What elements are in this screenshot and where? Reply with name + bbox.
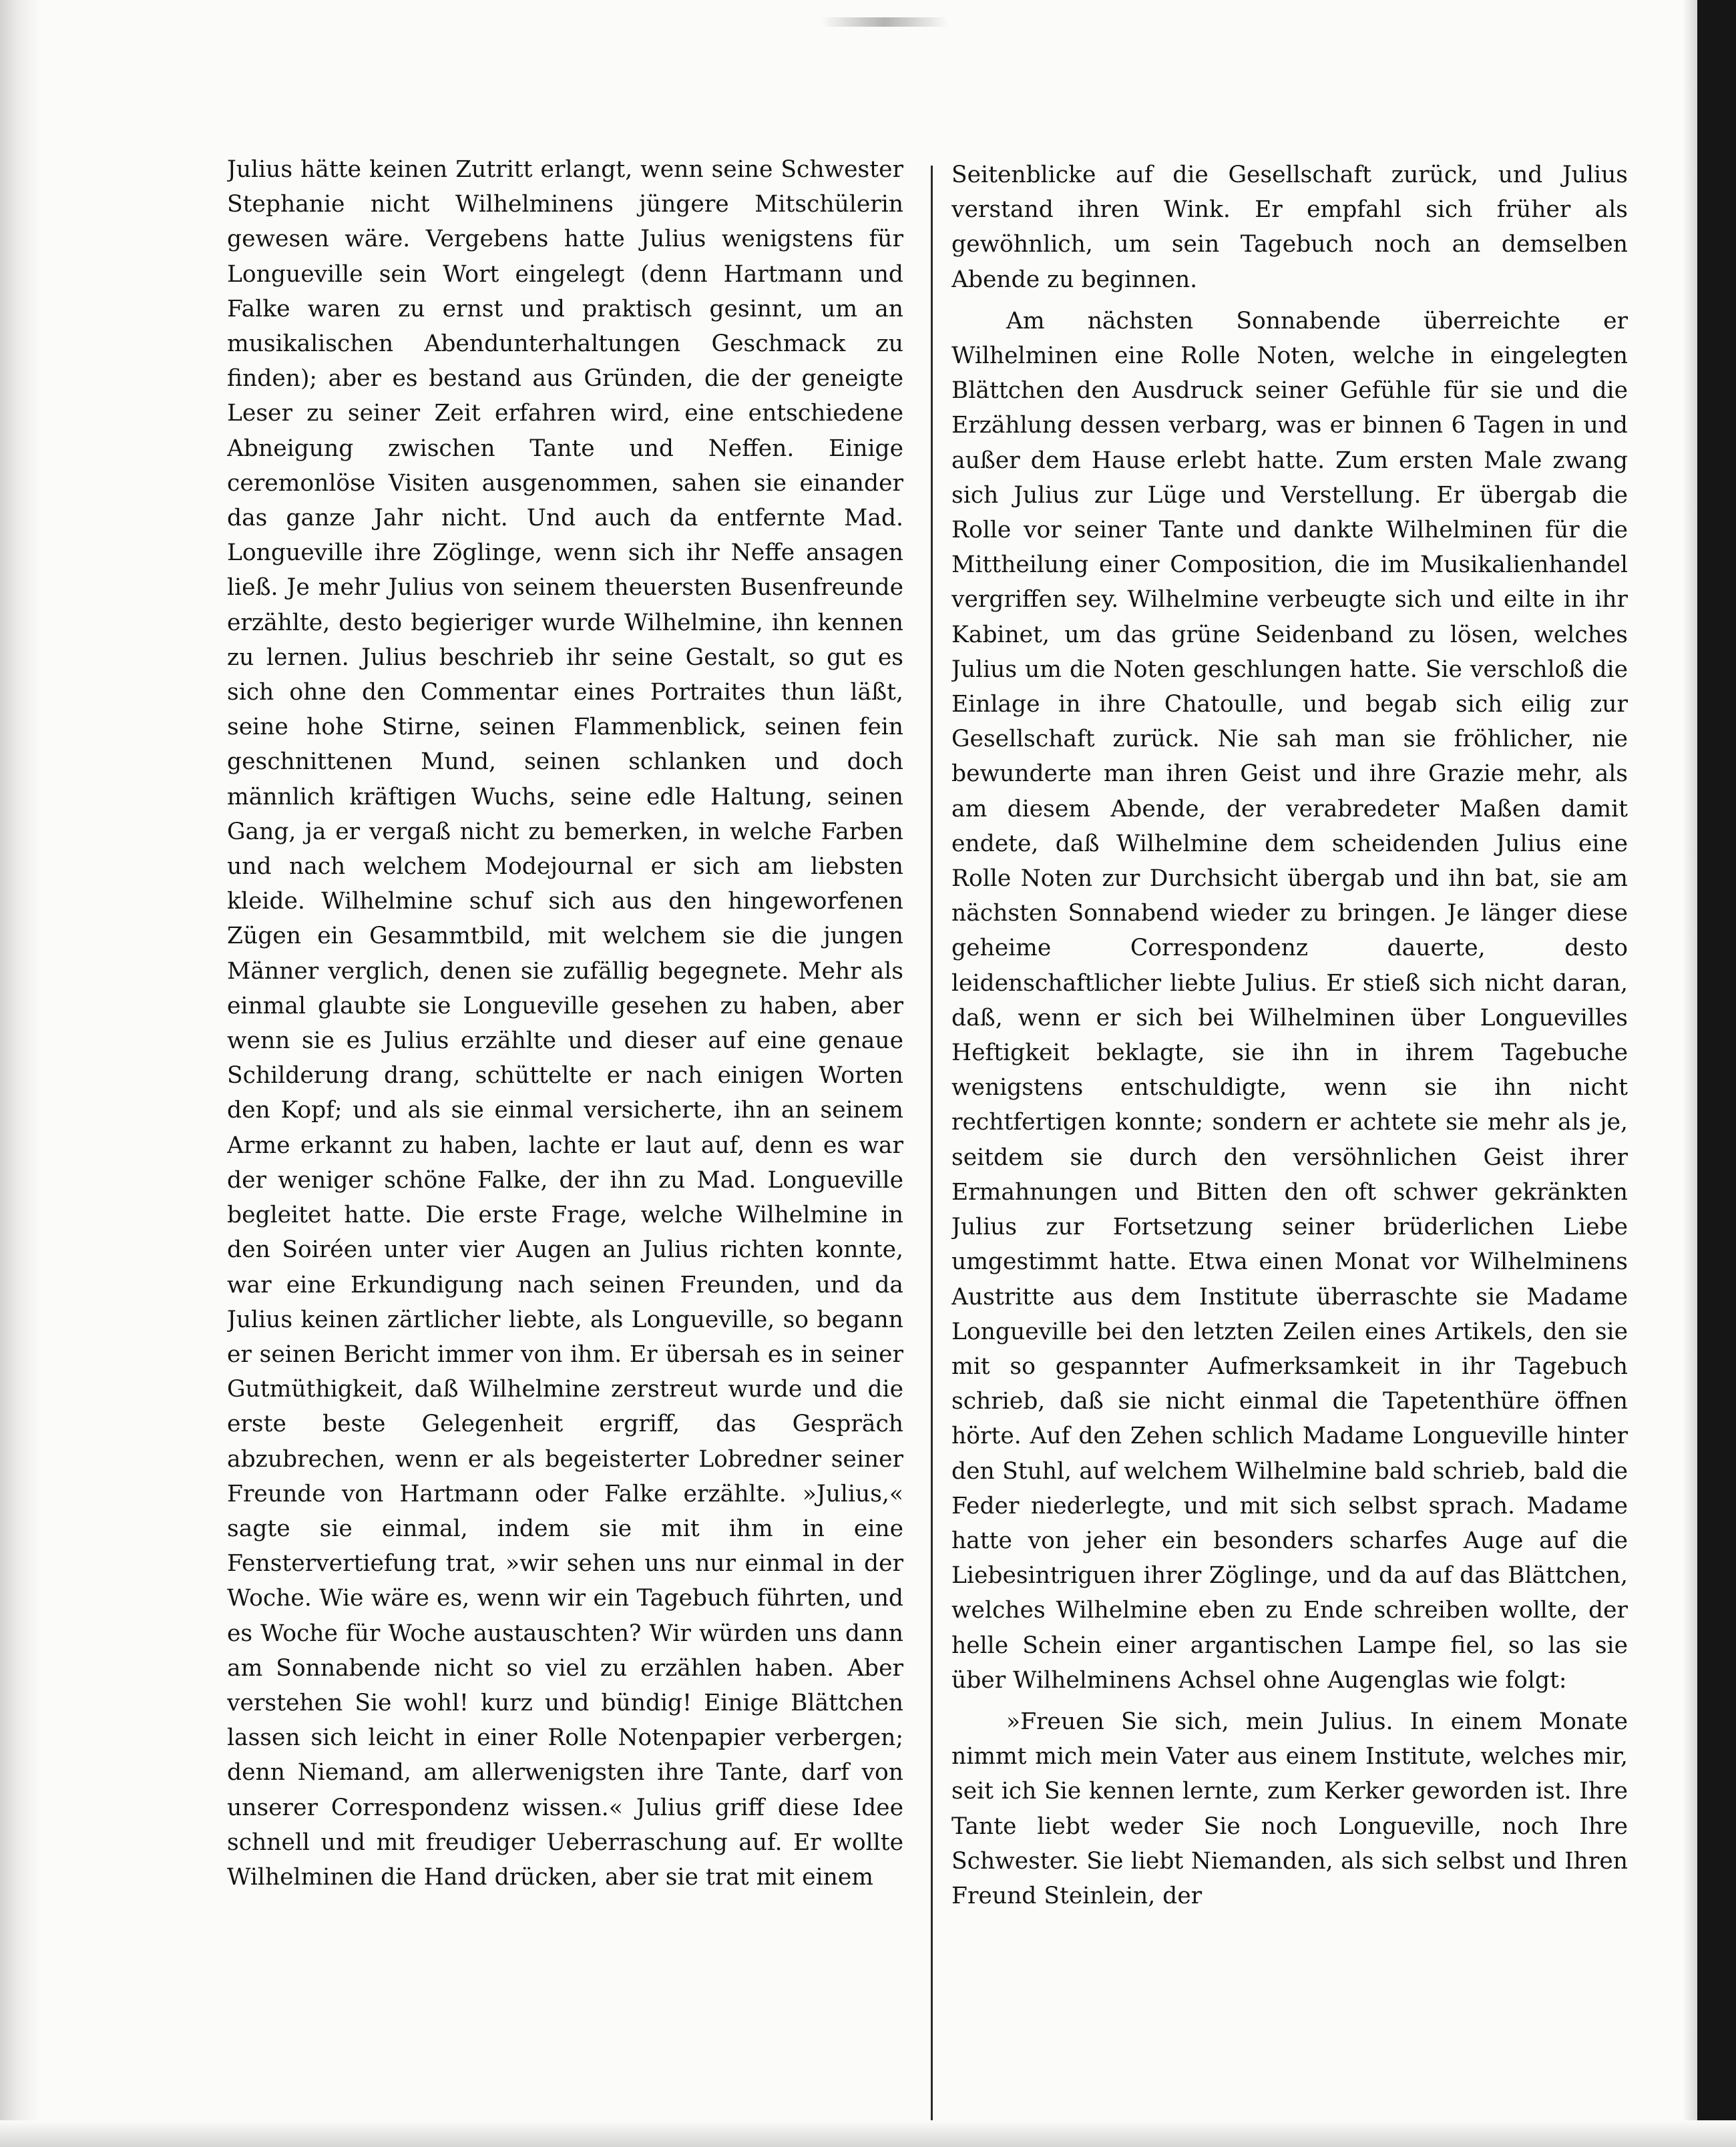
scan-mark [821, 17, 948, 27]
right-paragraph-saturday: Am nächsten Sonnabende überreichte er Wilhelminen eine Rolle Noten, welche in eingelegten Blättchen den Ausdruck seiner Gefühle für sie und die Erzählung dessen verbarg, was er binnen 6 Tagen in und außer dem Hause erlebt hatte. Zum ersten Male zwang sich Julius zur Lüge und Verstellung. Er übergab die Rolle vor seiner Tante und dankte Wilhelminen für die Mittheilung einer Composition, die im Musikalienhandel vergriffen sey. Wilhelmine verbeugte sich und eilte in ihr Kabinet, um das grüne Seidenband zu lösen, welches Julius um die Noten geschlungen hatte. Sie verschloß die Einlage in ihre Chatoulle, und begab sich eilig zur Gesellschaft zurück. Nie sah man sie fröhlicher, nie bewunderte man ihren Geist und ihre Grazie mehr, als am diesem Abende, der verabredeter Maßen damit endete, daß Wilhelmine dem scheidenden Julius eine Rolle Noten zur Durchsicht übergab und ihn bat, sie am nächsten Sonnabend wieder zu bringen. Je länger diese geheime Correspondenz dauerte, desto leidenschaftlicher liebte Julius. Er stieß sich nicht daran, daß, wenn er sich bei Wilhelminen über Longuevilles Heftigkeit beklagte, sie ihn in ihrem Tagebuche wenigstens entschuldigte, wenn sie ihn nicht rechtfertigen konnte; sondern er achtete sie mehr als je, seitdem sie durch den versöhnlichen Geist ihrer Ermahnungen und Bitten den oft schwer gekränkten Julius zur Fortsetzung seiner brüderlichen Liebe umgestimmt hatte. Etwa einen Monat vor Wilhelminens Austritte aus dem Institute überraschte sie Madame Longueville bei den letzten Zeilen eines Artikels, den sie mit so gespannter Aufmerksamkeit in ihr Tagebuch schrieb, daß sie nicht einmal die Tapetenthüre öffnen hörte. Auf den Zehen schlich Madame Longueville hinter den Stuhl, auf welchem Wilhelmine bald schrieb, bald die Feder niederlegte, und mit sich selbst sprach. Madame hatte von jeher ein besonders scharfes Auge auf die Liebesintriguen ihrer Zöglinge, und da auf das Blättchen, welches Wilhelmine eben zu Ende schreiben wollte, der helle Schein einer argantischen Lampe fiel, so las sie über Wilhelminens Achsel ohne Augenglas wie folgt: [951, 307, 1628, 1694]
right-paragraph-letter: »Freuen Sie sich, mein Julius. In einem Monate nimmt mich mein Vater aus einem Institute, welches mir, seit ich Sie kennen lernte, zum Kerker geworden ist. Ihre Tante liebt weder Sie noch Longueville, noch Ihre Schwester. Sie liebt Niemanden, als sich selbst und Ihren Freund Steinlein, der [951, 1708, 1628, 1909]
page-edge-shade [1683, 0, 1697, 2147]
scan-border [1697, 0, 1736, 2147]
page-gutter-shadow [0, 0, 40, 2147]
left-text-column [227, 152, 903, 2108]
column-divider [931, 166, 933, 2134]
right-text-column [951, 158, 1628, 2114]
left-paragraph: Julius hätte keinen Zutritt erlangt, wenn seine Schwester Stephanie nicht Wilhelminens jüngere Mitschülerin gewesen wäre. Vergebens hatte Julius wenigstens für Longueville sein Wort eingelegt (denn Hartmann und Falke waren zu ernst und praktisch gesinnt, um an musikalischen Abendunterhaltungen Geschmack zu finden); aber es bestand aus Gründen, die der geneigte Leser zu seiner Zeit erfahren wird, eine entschiedene Abneigung zwischen Tante und Neffen. Einige ceremonlöse Visiten ausgenommen, sahen sie einander das ganze Jahr nicht. Und auch da entfernte Mad. Longueville ihre Zöglinge, wenn sich ihr Neffe ansagen ließ. Je mehr Julius von seinem theuersten Busenfreunde erzählte, desto begieriger wurde Wilhelmine, ihn kennen zu lernen. Julius beschrieb ihr seine Gestalt, so gut es sich ohne den Commentar eines Portraites thun läßt, seine hohe Stirne, seinen Flammenblick, seinen fein geschnittenen Mund, seinen schlanken und doch männlich kräftigen Wuchs, seine edle Haltung, seinen Gang, ja er vergaß nicht zu bemerken, in welche Farben und nach welchem Modejournal er sich am liebsten kleide. Wilhelmine schuf sich aus den hingeworfenen Zügen ein Gesammtbild, mit welchem sie die jungen Männer verglich, denen sie zufällig begegnete. Mehr als einmal glaubte sie Longueville gesehen zu haben, aber wenn sie es Julius erzählte und dieser auf eine genaue Schilderung drang, schüttelte er nach einigen Worten den Kopf; und als sie einmal versicherte, ihn an seinem Arme erkannt zu haben, lachte er laut auf, denn es war der weniger schöne Falke, der ihn zu Mad. Longueville begleitet hatte. Die erste Frage, welche Wilhelmine in den Soiréen unter vier Augen an Julius richten konnte, war eine Erkundigung nach seinen Freunden, und da Julius keinen zärtlicher liebte, als Longueville, so begann er seinen Bericht immer von ihm. Er übersah es in seiner Gutmüthigkeit, daß Wilhelmine zerstreut wurde und die erste beste Gelegenheit ergriff, das Gespräch abzubrechen, wenn er als begeisterter Lobredner seiner Freunde von Hartmann oder Falke erzählte. »Julius,« sagte sie einmal, indem sie mit ihm in eine Fenstervertiefung trat, »wir sehen uns nur einmal in der Woche. Wie wäre es, wenn wir ein Tagebuch führten, und es Woche für Woche austauschten? Wir würden uns dann am Sonnabende nicht so viel zu erzählen haben. Aber verstehen Sie wohl! kurz und bündig! Einige Blättchen lassen sich leicht in einer Rolle Notenpapier verbergen; denn Niemand, am allerwenigsten ihre Tante, darf von unserer Correspondenz wissen.« Julius griff diese Idee schnell und mit freudiger Ueberraschung auf. Er wollte Wilhelminen die Hand drücken, aber sie trat mit einem [227, 156, 903, 1891]
page-bottom-shadow [0, 2120, 1736, 2147]
right-paragraph-continuation: Seitenblicke auf die Gesellschaft zurück, und Julius verstand ihren Wink. Er empfahl sich früher als gewöhnlich, um sein Tagebuch noch an demselben Abende zu beginnen. [951, 162, 1628, 293]
